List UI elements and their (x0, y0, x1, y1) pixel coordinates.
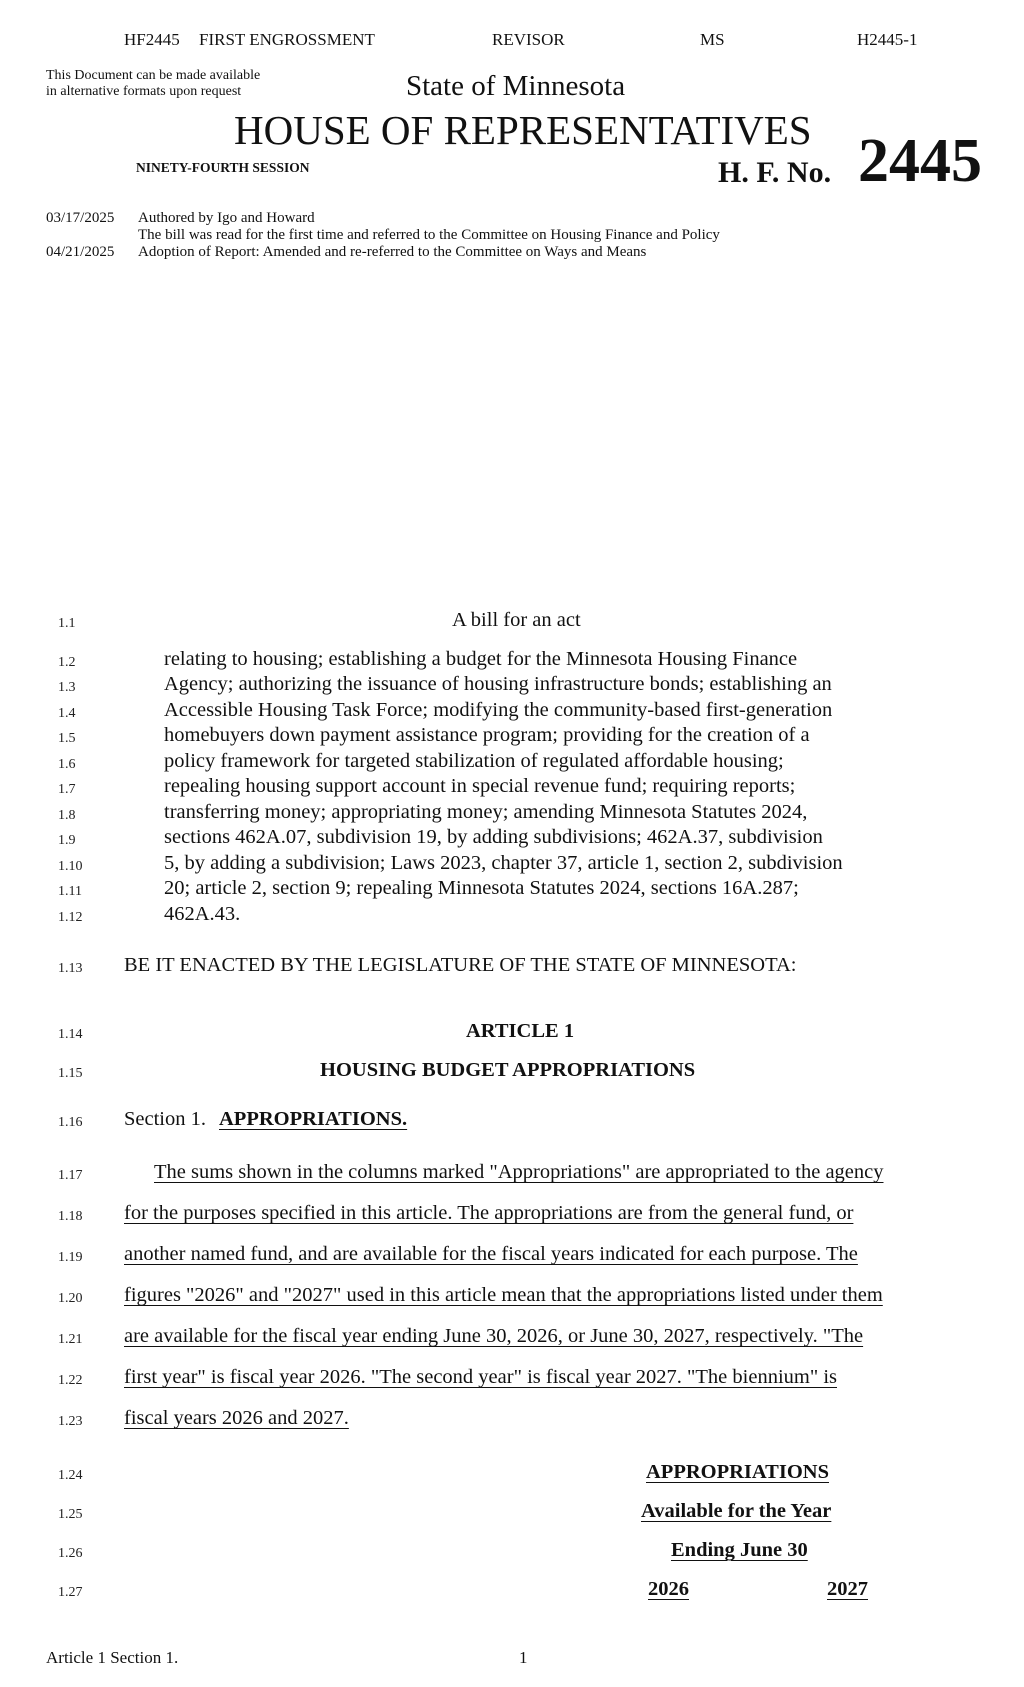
line-number: 1.10 (58, 859, 83, 874)
enacting-clause: BE IT ENACTED BY THE LEGISLATURE OF THE STATE OF MINNESOTA: (124, 954, 797, 976)
line-number: 1.8 (58, 808, 76, 823)
line-number: 1.19 (58, 1250, 83, 1265)
line-number: 1.20 (58, 1291, 83, 1306)
appropriations-subheading: Ending June 30 (671, 1539, 808, 1561)
history-date: 03/17/2025 (46, 210, 115, 226)
section-number: Section 1. (124, 1108, 206, 1130)
title-line: 5, by adding a subdivision; Laws 2023, chapter 37, article 1, section 2, subdivision (164, 852, 843, 874)
line-number: 1.25 (58, 1507, 83, 1522)
line-number: 1.17 (58, 1168, 83, 1183)
title-line: policy framework for targeted stabilization of regulated affordable housing; (164, 750, 784, 772)
line-number: 1.26 (58, 1546, 83, 1561)
header-bill-id: HF2445 (124, 30, 180, 49)
line-number: 1.22 (58, 1373, 83, 1388)
chamber-title: HOUSE OF REPRESENTATIVES (234, 107, 812, 153)
availability-note-line-2: in alternative formats upon request (46, 84, 242, 99)
history-text: Adoption of Report: Amended and re-referred to the Committee on Ways and Means (138, 244, 647, 260)
title-line: repealing housing support account in special revenue fund; requiring reports; (164, 775, 796, 797)
fiscal-year-column-header: 2026 (648, 1578, 689, 1600)
header-doc-code: H2445-1 (857, 30, 918, 49)
line-number: 1.3 (58, 680, 76, 695)
title-line: transferring money; appropriating money; amending Minnesota Statutes 2024, (164, 801, 808, 823)
line-number: 1.14 (58, 1027, 83, 1042)
line-number: 1.13 (58, 961, 83, 976)
body-line: figures "2026" and "2027" used in this article mean that the appropriations listed under them (124, 1284, 883, 1306)
hf-number: 2445 (858, 127, 982, 195)
title-line: sections 462A.07, subdivision 19, by adding subdivisions; 462A.37, subdivision (164, 826, 823, 848)
availability-note-line-1: This Document can be made available (46, 68, 261, 83)
state-title: State of Minnesota (406, 70, 626, 102)
line-number: 1.11 (58, 884, 82, 899)
fiscal-year-column-header: 2027 (827, 1578, 868, 1600)
line-number: 1.5 (58, 731, 76, 746)
line-number: 1.4 (58, 706, 76, 721)
history-text: The bill was read for the first time and referred to the Committee on Housing Finance and Policy (138, 227, 720, 243)
line-number: 1.24 (58, 1468, 83, 1483)
line-number: 1.15 (58, 1066, 83, 1081)
title-line: homebuyers down payment assistance program; providing for the creation of a (164, 724, 810, 746)
bill-heading: A bill for an act (452, 609, 581, 631)
line-number: 1.6 (58, 757, 76, 772)
history-date: 04/21/2025 (46, 244, 115, 260)
line-number: 1.9 (58, 833, 76, 848)
history-text: Authored by Igo and Howard (138, 210, 315, 226)
line-number: 1.21 (58, 1332, 83, 1347)
footer-section-ref: Article 1 Section 1. (46, 1648, 179, 1667)
line-number: 1.27 (58, 1585, 83, 1600)
body-line: fiscal years 2026 and 2027. (124, 1407, 349, 1429)
title-line: 462A.43. (164, 903, 241, 925)
body-line: for the purposes specified in this article. The appropriations are from the general fund, or (124, 1202, 854, 1224)
article-heading: ARTICLE 1 (466, 1020, 575, 1042)
line-number: 1.2 (58, 655, 76, 670)
line-number: 1.7 (58, 782, 76, 797)
title-line: relating to housing; establishing a budget for the Minnesota Housing Finance (164, 648, 798, 670)
body-line: another named fund, and are available for the fiscal years indicated for each purpose. The (124, 1243, 858, 1265)
title-line: Agency; authorizing the issuance of housing infrastructure bonds; establishing an (164, 673, 832, 695)
body-line: first year" is fiscal year 2026. "The second year" is fiscal year 2027. "The biennium" is (124, 1366, 837, 1388)
line-number: 1.16 (58, 1115, 83, 1130)
page-number: 1 (519, 1648, 528, 1667)
section-title: APPROPRIATIONS. (219, 1108, 408, 1130)
title-line: 20; article 2, section 9; repealing Minnesota Statutes 2024, sections 16A.287; (164, 877, 799, 899)
article-title: HOUSING BUDGET APPROPRIATIONS (320, 1059, 696, 1081)
title-line: Accessible Housing Task Force; modifying the community-based first-generation (164, 699, 833, 721)
line-number: 1.12 (58, 910, 83, 925)
body-line: are available for the fiscal year ending June 30, 2026, or June 30, 2027, respectively. "The (124, 1325, 864, 1347)
appropriations-subheading: Available for the Year (641, 1500, 832, 1522)
header-revisor: REVISOR (492, 30, 565, 49)
body-line: The sums shown in the columns marked "Appropriations" are appropriated to the agency (154, 1161, 884, 1183)
session-label: NINETY-FOURTH SESSION (136, 160, 310, 175)
header-initials: MS (700, 30, 725, 49)
line-number: 1.18 (58, 1209, 83, 1224)
line-number: 1.1 (58, 616, 76, 631)
appropriations-heading: APPROPRIATIONS (646, 1461, 829, 1483)
header-engrossment: FIRST ENGROSSMENT (199, 30, 375, 49)
hf-label: H. F. No. (718, 156, 832, 189)
line-number: 1.23 (58, 1414, 83, 1429)
